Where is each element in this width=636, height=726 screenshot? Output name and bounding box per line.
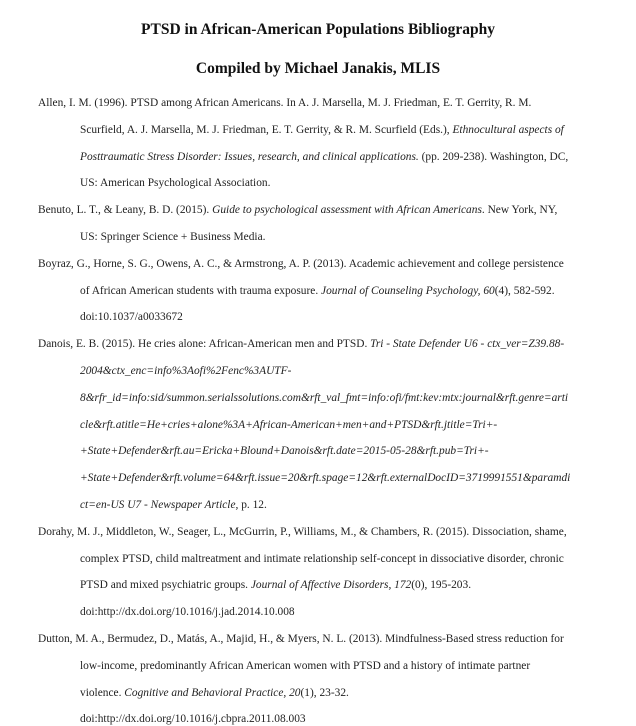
citation-text: p. 12. — [238, 499, 267, 511]
citation-text: Benuto, L. T., & Leany, B. D. (2015). — [38, 204, 213, 217]
citation-italic-text: Posttraumatic Stress Disorder: Issues, research, and clinical applications. — [80, 150, 419, 163]
citation-continuation-line — [80, 552, 564, 566]
citation-text: complex PTSD, child maltreatment and intimate relationship self-concept in dissociative disorder, chronic — [80, 552, 564, 565]
citation-italic-text: 8&rfr_id=info:sid/summon.serialssolutions.com&rft_val_fmt=info:ofi/fmt:kev:mtx:journal&rft.genre=arti — [80, 391, 569, 404]
citation-text: US: Springer Science + Business Media. — [80, 231, 266, 243]
citation-text: (pp. 209-238). Washington, DC, — [418, 150, 569, 163]
citation-text: Allen, I. M. (1996). PTSD among African Americans. In A. J. Marsella, M. J. Friedman, E. T. Gerrity, R. M. — [38, 97, 532, 109]
citation-text: US: American Psychological Association. — [80, 177, 271, 190]
citation-text: PTSD and mixed psychiatric groups. — [80, 579, 251, 592]
citation-italic-text: Journal of Counseling Psychology, 60 — [321, 284, 495, 297]
citation-italic-text: Guide to psychological assessment with African Americans — [212, 204, 482, 217]
citation-continuation-line — [80, 578, 471, 592]
citation-continuation-line — [80, 284, 555, 298]
citation-first-line — [38, 203, 557, 217]
citation-italic-text: 2004&ctx_enc=info%3Aofi%2Fenc%3AUTF- — [80, 365, 292, 377]
citation-text: doi:http://dx.doi.org/10.1016/j.jad.2014.10.008 — [80, 606, 295, 619]
citation-first-line — [38, 96, 531, 110]
citation-text: (1), 23-32. — [300, 686, 349, 699]
bibliography-subtitle: Compiled by Michael Janakis, MLIS — [195, 60, 441, 77]
citation-italic-text: +State+Defender&rft.volume=64&rft.issue=20&rft.spage=12&rft.externalDocID=3719991551&paramdi — [80, 472, 571, 485]
citation-continuation-line — [80, 712, 306, 726]
citation-text: of African American students with trauma exposure. — [80, 284, 322, 297]
citation-continuation-line — [80, 659, 530, 673]
citation-continuation-line — [80, 498, 267, 512]
citation-text: doi:10.1037/a0033672 — [80, 311, 183, 324]
citation-continuation-line — [80, 230, 266, 244]
citation-continuation-line — [80, 150, 568, 164]
citation-italic-text: Cognitive and Behavioral Practice, 20 — [124, 686, 301, 699]
citation-text: . New York, NY, — [481, 204, 558, 217]
citation-first-line — [38, 632, 564, 646]
bibliography-title: PTSD in African-American Populations Bibliography — [141, 21, 495, 38]
citation-italic-text: Journal of Affective Disorders, 172 — [250, 579, 412, 592]
citation-continuation-line — [80, 471, 570, 485]
citation-continuation-line — [80, 364, 291, 378]
citation-continuation-line — [80, 605, 295, 619]
citation-text: (0), 195-203. — [411, 579, 472, 592]
citation-italic-text: Tri - State Defender U6 - ctx_ver=Z39.88- — [370, 338, 565, 351]
citation-italic-text: +State+Defender&rft.au=Ericka+Blound+Danois&rft.date=2015-05-28&rft.pub=Tri+- — [80, 445, 489, 458]
citation-text: Scurfield, A. J. Marsella, M. J. Friedman, E. T. Gerrity, & R. M. Scurfield (Eds.), — [80, 123, 453, 136]
citation-text: Boyraz, G., Horne, S. G., Owens, A. C., & Armstrong, A. P. (2013). Academic achievement and college persistence — [38, 257, 564, 270]
citation-italic-text: ct=en-US U7 - Newspaper Article, — [80, 499, 239, 511]
citation-first-line — [38, 525, 567, 539]
citation-text: Dutton, M. A., Bermudez, D., Matás, A., Majid, H., & Myers, N. L. (2013). Mindfulness-Based stress reduction for — [38, 633, 564, 645]
citation-italic-text: cle&rft.atitle=He+cries+alone%3A+African-American+men+and+PTSD&rft.jtitle=Tri+- — [80, 418, 498, 431]
citation-text: low-income, predominantly African American women with PTSD and a history of intimate partner — [80, 659, 531, 672]
citation-continuation-line — [80, 123, 564, 137]
citation-continuation-line — [80, 310, 183, 324]
citation-text: (4), 582-592. — [494, 284, 555, 297]
citation-text: violence. — [80, 686, 125, 699]
citation-first-line — [38, 257, 564, 271]
citation-text: doi:http://dx.doi.org/10.1016/j.cbpra.2011.08.003 — [80, 713, 306, 726]
citation-continuation-line — [80, 686, 349, 700]
citation-continuation-line — [80, 391, 568, 405]
citation-continuation-line — [80, 176, 270, 190]
citation-first-line — [38, 337, 564, 351]
citation-continuation-line — [80, 444, 489, 458]
citation-italic-text: Ethnocultural aspects of — [452, 123, 564, 136]
citation-text: Danois, E. B. (2015). He cries alone: African-American men and PTSD. — [38, 338, 371, 351]
citation-continuation-line — [80, 418, 497, 432]
citation-text: Dorahy, M. J., Middleton, W., Seager, L., McGurrin, P., Williams, M., & Chambers, R. (2015). Dissociation, shame, — [38, 525, 567, 538]
